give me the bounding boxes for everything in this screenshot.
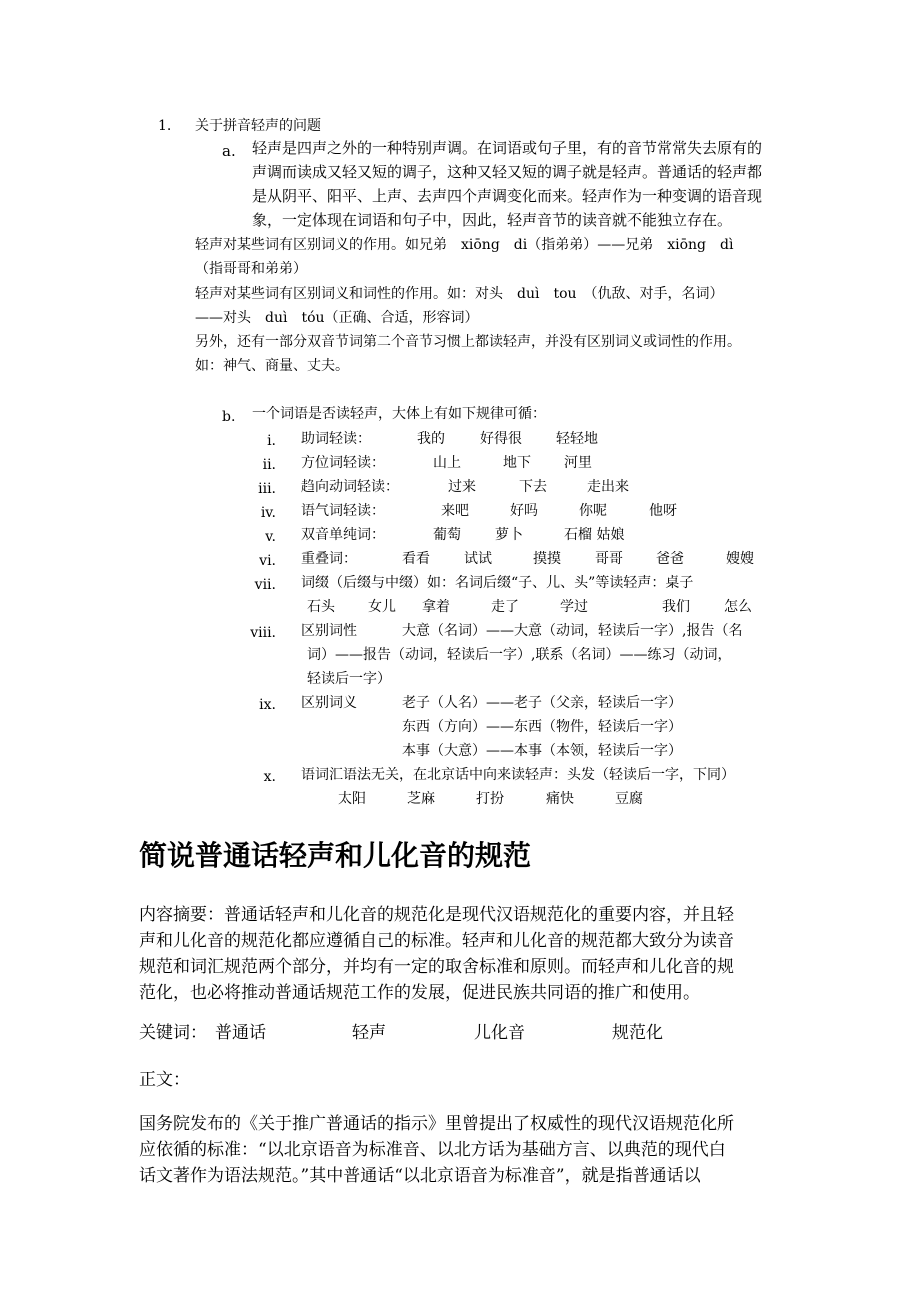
rule-line: 大意（名词）——大意（动词，轻读后一字）,报告（名 — [402, 623, 743, 639]
note-line-3: 轻声对某些词有区别词义和词性的作用。如：对头 duì tou （仇敌、对手，名词） — [195, 286, 724, 302]
rule-word: 山上 — [433, 455, 461, 471]
rule-word: 拿着 — [422, 599, 450, 615]
rule-label: 方位词轻读： — [301, 455, 385, 471]
rule-word: 河里 — [564, 455, 592, 471]
body-line-3: 话文著作为语法规范。”其中普通话“以北京语音为标准音”，就是指普通话以 — [139, 1166, 701, 1186]
abstract-line-4: 范化，也必将推动普通话规范工作的发展，促进民族共同语的推广和使用。 — [139, 983, 700, 1003]
rule-num: ix. — [259, 697, 276, 713]
rule-num: iii. — [258, 481, 276, 497]
rule-word: 走了 — [491, 599, 519, 615]
rule-word: 好得很 — [480, 431, 522, 447]
rule-word: 过来 — [448, 479, 476, 495]
rule-word: 芝麻 — [407, 791, 435, 807]
rule-word: 试试 — [464, 551, 492, 567]
rule-word: 葡萄 — [433, 527, 461, 543]
keyword: 规范化 — [612, 1023, 663, 1043]
abstract-line-3: 规范和词汇规范两个部分，并均有一定的取舍标准和原则。而轻声和儿化音的规 — [139, 957, 734, 977]
rule-word: 摸摸 — [533, 551, 561, 567]
rule-word: 爸爸 — [656, 551, 684, 567]
rule-line: 词）——报告（动词，轻读后一字）,联系（名词）——练习（动词， — [307, 647, 732, 663]
rule-word: 走出来 — [587, 479, 629, 495]
rule-label: 趋向动词轻读： — [301, 479, 399, 495]
rule-word: 看看 — [402, 551, 430, 567]
note-line-2: （指哥哥和弟弟） — [195, 261, 307, 277]
para-a-line-1: 轻声是四声之外的一种特别声调。在词语或句子里，有的音节常常失去原有的 — [252, 139, 763, 157]
rule-word: 石榴 姑娘 — [564, 527, 625, 543]
abstract-line-1: 内容摘要：普通话轻声和儿化音的规范化是现代汉语规范化的重要内容，并且轻 — [139, 905, 734, 925]
body-label: 正文： — [139, 1070, 190, 1090]
rule-line: 东西（方向）——东西（物件，轻读后一字） — [402, 719, 682, 735]
note-line-6: 如：神气、商量、丈夫。 — [195, 358, 349, 374]
rule-word: 石头 — [307, 599, 335, 615]
rule-line: 老子（人名）——老子（父亲，轻读后一字） — [402, 695, 682, 711]
keyword: 轻声 — [352, 1023, 386, 1043]
rule-label: 区别词性 — [301, 623, 357, 639]
rule-word: 下去 — [519, 479, 547, 495]
rule-word: 好吗 — [510, 503, 538, 519]
rule-word: 太阳 — [338, 791, 366, 807]
rule-word: 痛快 — [546, 791, 574, 807]
rule-num: iv. — [260, 505, 276, 521]
rule-num: vii. — [254, 577, 276, 593]
list-marker-a: a. — [222, 142, 236, 160]
rule-line: 轻读后一字） — [307, 671, 391, 687]
para-a-line-4: 象，一定体现在词语和句子中，因此，轻声音节的读音就不能独立存在。 — [252, 211, 733, 229]
rule-label: 双音单纯词： — [301, 527, 385, 543]
rule-word: 豆腐 — [615, 791, 643, 807]
keyword: 儿化音 — [474, 1023, 525, 1043]
rule-word: 怎么 — [724, 599, 752, 615]
keyword: 普通话 — [215, 1023, 266, 1043]
rule-label: 重叠词： — [301, 551, 357, 567]
rule-word: 嫂嫂 — [726, 551, 754, 567]
rule-num: i. — [267, 433, 276, 449]
rule-word: 哥哥 — [595, 551, 623, 567]
article-title: 简说普通话轻声和儿化音的规范 — [139, 839, 532, 872]
para-a-line-2: 声调而读成又轻又短的调子，这种又轻又短的调子就是轻声。普通话的轻声都 — [252, 163, 763, 181]
rule-num: v. — [265, 529, 276, 545]
rule-word: 我的 — [417, 431, 445, 447]
rule-line: 词缀（后缀与中缀）如：名词后缀“子、儿、头”等读轻声：桌子 — [301, 575, 694, 591]
rule-label: 语气词轻读： — [301, 503, 385, 519]
rule-word: 地下 — [503, 455, 531, 471]
note-line-1: 轻声对某些词有区别词义的作用。如兄弟 xiōng di（指弟弟）——兄弟 xiōng dì — [195, 237, 734, 253]
rule-word: 他呀 — [649, 503, 677, 519]
para-b-text: 一个词语是否读轻声，大体上有如下规律可循： — [252, 406, 546, 422]
rule-line: 语词汇语法无关，在北京话中向来读轻声：头发（轻读后一字，下同） — [301, 767, 735, 783]
rule-num: vi. — [259, 553, 276, 569]
rule-word: 萝卜 — [495, 527, 523, 543]
rule-word: 来吧 — [441, 503, 469, 519]
rule-word: 轻轻地 — [556, 431, 598, 447]
rule-word: 你呢 — [579, 503, 607, 519]
body-line-1: 国务院发布的《关于推广普通话的指示》里曾提出了权威性的现代汉语规范化所 — [139, 1114, 734, 1134]
rule-num: viii. — [250, 625, 276, 641]
rule-label: 助词轻读： — [301, 431, 371, 447]
rule-label: 区别词义 — [301, 695, 357, 711]
rule-num: ii. — [262, 457, 276, 473]
rule-word: 学过 — [560, 599, 588, 615]
rule-num: x. — [263, 769, 276, 785]
rule-word: 打扮 — [476, 791, 504, 807]
rule-word: 我们 — [662, 599, 690, 615]
keywords-label: 关键词： — [139, 1023, 207, 1043]
abstract-line-2: 声和儿化音的规范化都应遵循自己的标准。轻声和儿化音的规范都大致分为读音 — [139, 931, 734, 951]
para-a-line-3: 是从阴平、阳平、上声、去声四个声调变化而来。轻声作为一种变调的语音现 — [252, 187, 763, 205]
list-number-1: 1. — [158, 118, 172, 134]
section-heading: 关于拼音轻声的问题 — [195, 118, 321, 134]
rule-word: 女儿 — [368, 599, 396, 615]
note-line-5: 另外，还有一部分双音节词第二个音节习惯上都读轻声，并没有区别词义或词性的作用。 — [195, 334, 741, 350]
rule-line: 本事（大意）——本事（本领，轻读后一字） — [402, 743, 682, 759]
list-marker-b: b. — [222, 409, 236, 425]
note-line-4: ——对头 duì tóu（正确、合适，形容词） — [195, 310, 479, 326]
body-line-2: 应依循的标准：“以北京语音为标准音、以北方话为基础方言、以典范的现代白 — [139, 1140, 726, 1160]
